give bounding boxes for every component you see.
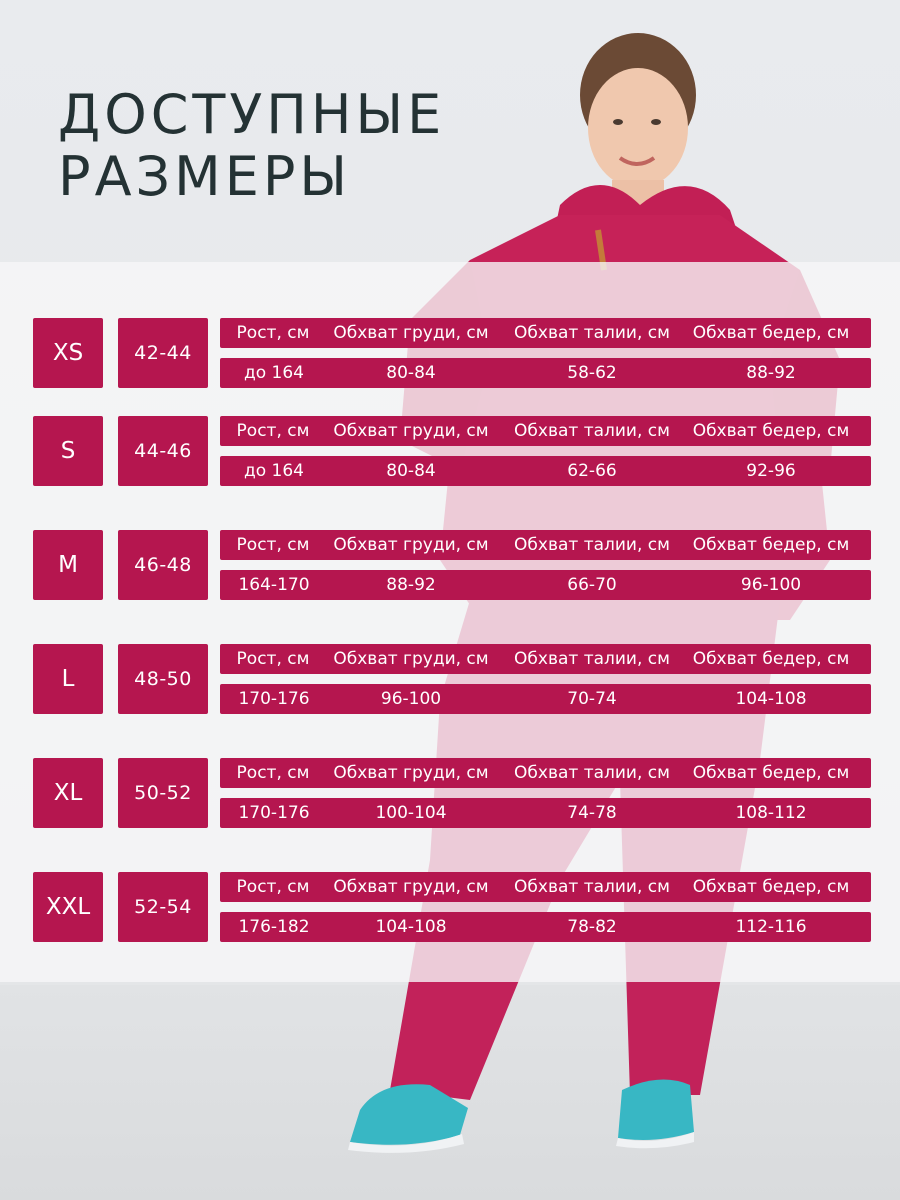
value-height: 176-182 (238, 917, 310, 937)
header-waist: Обхват талии, см (514, 421, 670, 441)
measure-value-bar (220, 358, 871, 388)
value-height: 170-176 (238, 803, 310, 823)
title-line-2: РАЗМЕРЫ (58, 145, 352, 208)
header-chest: Обхват груди, см (333, 323, 489, 343)
size-row-xl (0, 758, 900, 828)
value-waist: 66-70 (567, 575, 617, 595)
header-waist: Обхват талии, см (514, 323, 670, 343)
value-waist: 74-78 (567, 803, 617, 823)
value-hips: 88-92 (746, 363, 796, 383)
value-chest: 96-100 (380, 689, 442, 709)
header-hips: Обхват бедер, см (692, 763, 850, 783)
value-chest: 104-108 (375, 917, 447, 937)
size-row-xs (0, 318, 900, 388)
value-hips: 92-96 (746, 461, 796, 481)
header-chest: Обхват груди, см (333, 877, 489, 897)
value-hips: 108-112 (735, 803, 807, 823)
value-waist: 78-82 (567, 917, 617, 937)
measure-value-bar (220, 456, 871, 486)
measure-value-bar (220, 570, 871, 600)
header-hips: Обхват бедер, см (692, 877, 850, 897)
size-range: 42-44 (118, 318, 208, 388)
measure-value-bar (220, 912, 871, 942)
value-chest: 80-84 (386, 363, 436, 383)
size-row-m (0, 530, 900, 600)
size-range: 52-54 (118, 872, 208, 942)
size-label: M (33, 530, 103, 600)
measure-header-bar (220, 644, 871, 674)
header-hips: Обхват бедер, см (692, 649, 850, 669)
header-height: Рост, см (236, 649, 310, 669)
measure-value-bar (220, 684, 871, 714)
value-waist: 62-66 (567, 461, 617, 481)
header-hips: Обхват бедер, см (692, 535, 850, 555)
value-height: до 164 (243, 461, 304, 481)
size-range: 50-52 (118, 758, 208, 828)
header-chest: Обхват груди, см (333, 649, 489, 669)
size-range: 44-46 (118, 416, 208, 486)
value-waist: 70-74 (567, 689, 617, 709)
size-label: S (33, 416, 103, 486)
size-row-s (0, 416, 900, 486)
value-chest: 88-92 (386, 575, 436, 595)
header-height: Рост, см (236, 535, 310, 555)
measure-header-bar (220, 530, 871, 560)
measure-header-bar (220, 758, 871, 788)
header-chest: Обхват груди, см (333, 421, 489, 441)
size-row-l (0, 644, 900, 714)
header-waist: Обхват талии, см (514, 763, 670, 783)
value-chest: 80-84 (386, 461, 436, 481)
header-hips: Обхват бедер, см (692, 421, 850, 441)
size-range: 48-50 (118, 644, 208, 714)
value-waist: 58-62 (567, 363, 617, 383)
header-waist: Обхват талии, см (514, 649, 670, 669)
header-waist: Обхват талии, см (514, 877, 670, 897)
measure-header-bar (220, 416, 871, 446)
measure-header-bar (220, 872, 871, 902)
measure-value-bar (220, 798, 871, 828)
value-hips: 96-100 (740, 575, 802, 595)
size-label: XS (33, 318, 103, 388)
header-height: Рост, см (236, 763, 310, 783)
size-label: XXL (33, 872, 103, 942)
value-hips: 112-116 (735, 917, 807, 937)
value-hips: 104-108 (735, 689, 807, 709)
measure-header-bar (220, 318, 871, 348)
header-hips: Обхват бедер, см (692, 323, 850, 343)
header-height: Рост, см (236, 421, 310, 441)
size-range: 46-48 (118, 530, 208, 600)
title-line-1: ДОСТУПНЫЕ (58, 83, 446, 146)
header-waist: Обхват талии, см (514, 535, 670, 555)
header-chest: Обхват груди, см (333, 535, 489, 555)
header-chest: Обхват груди, см (333, 763, 489, 783)
size-label: L (33, 644, 103, 714)
header-height: Рост, см (236, 323, 310, 343)
value-chest: 100-104 (375, 803, 447, 823)
size-row-xxl (0, 872, 900, 942)
value-height: 170-176 (238, 689, 310, 709)
value-height: до 164 (243, 363, 304, 383)
value-height: 164-170 (238, 575, 310, 595)
header-height: Рост, см (236, 877, 310, 897)
page-title (58, 84, 445, 208)
size-label: XL (33, 758, 103, 828)
